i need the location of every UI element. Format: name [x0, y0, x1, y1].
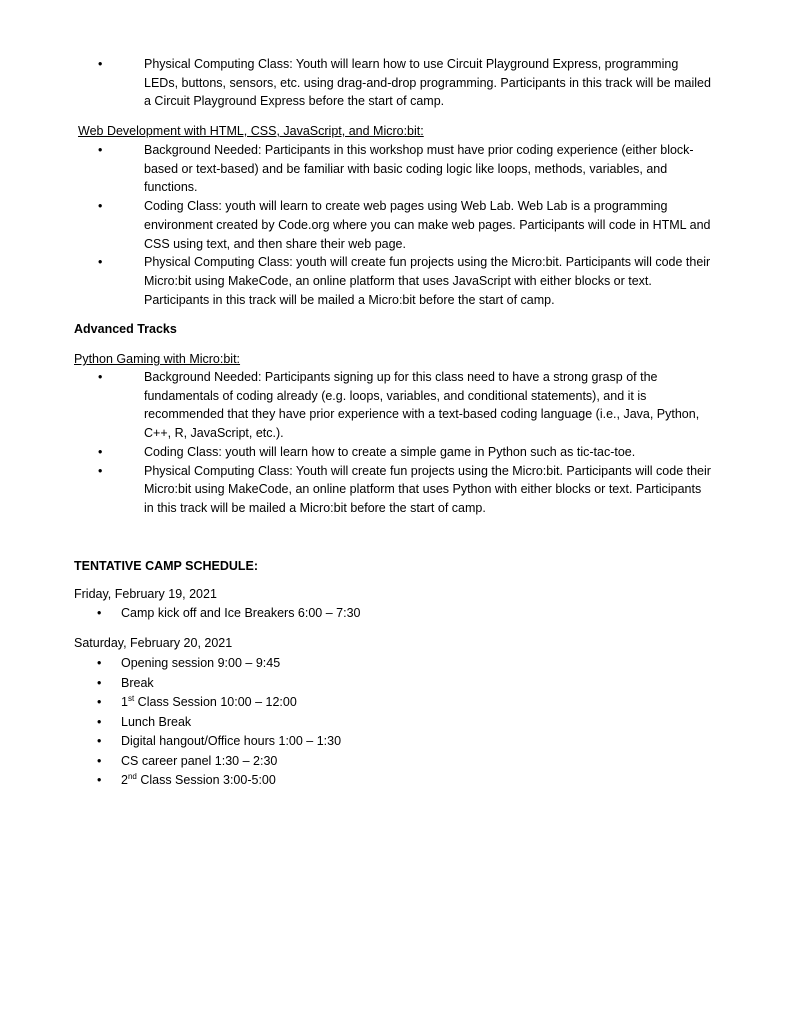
session-text: Class Session 10:00 – 12:00 — [134, 695, 297, 709]
list-item — [0, 604, 791, 624]
list-item-text: Lunch Break — [121, 714, 192, 729]
list-item-text: Background Needed: Participants in this workshop must have prior coding experience (either block-based or text-based) and be familiar with basic coding logic like loops, methods, variables, and functions. — [144, 143, 694, 195]
bullet-icon: • — [97, 753, 102, 768]
bullet-list — [0, 604, 791, 624]
list-item-text: Coding Class: youth will learn to create web pages using Web Lab. Web Lab is a programming environment created by Code.org where you can make web pages. Participants will code in HTML and CSS using text, and then share their web page. — [144, 199, 711, 251]
list-item-text: Opening session 9:00 – 9:45 — [121, 656, 281, 670]
list-item — [0, 141, 791, 197]
bullet-icon: • — [98, 370, 103, 384]
list-item — [0, 771, 791, 791]
ordinal-suffix: st — [127, 694, 135, 703]
schedule-heading: TENTATIVE CAMP SCHEDULE: — [74, 559, 259, 573]
bullet-icon: • — [97, 714, 102, 729]
saturday-date: Saturday, February 20, 2021 — [74, 636, 233, 650]
list-item-text: Break — [121, 675, 154, 690]
friday-section — [0, 604, 791, 624]
bullet-icon: • — [97, 675, 102, 690]
bullet-icon: • — [98, 463, 103, 478]
bullet-icon: • — [98, 444, 103, 459]
list-item-text: Digital hangout/Office hours 1:00 – 1:30 — [121, 734, 342, 748]
bullet-list — [0, 141, 791, 309]
list-item-text: Physical Computing Class: Youth will create fun projects using the Micro:bit. Participants will code their Micro:bit using MakeCode, an online platform that uses Python with either blocks or text. Participants in this track will be mailed a Micro:bit before the start of camp. — [144, 463, 711, 515]
list-item — [0, 197, 791, 253]
list-item — [0, 253, 791, 309]
list-item — [0, 462, 791, 518]
list-item — [0, 674, 791, 694]
bullet-list — [0, 368, 791, 518]
list-item — [0, 368, 791, 443]
list-item — [0, 693, 791, 713]
list-item-text — [121, 773, 276, 787]
bullet-icon: • — [97, 606, 102, 620]
list-item — [0, 443, 791, 462]
bullet-icon: • — [97, 734, 102, 748]
list-item — [0, 55, 791, 111]
session-text: Class Session 3:00-5:00 — [136, 773, 276, 787]
list-item — [0, 752, 791, 772]
bullet-icon: • — [98, 199, 103, 214]
session-number: 2 — [121, 773, 128, 787]
friday-date: Friday, February 19, 2021 — [74, 587, 217, 601]
bullet-icon: • — [98, 143, 103, 157]
session-number: 1 — [121, 695, 128, 709]
physical-intro-section — [0, 55, 791, 111]
web-dev-heading: Web Development with HTML, CSS, JavaScript, and Micro:bit: — [78, 124, 424, 138]
advanced-tracks-heading: Advanced Tracks — [74, 322, 177, 336]
list-item-text — [121, 695, 297, 709]
list-item-text: Coding Class: youth will learn how to create a simple game in Python such as tic-tac-toe. — [144, 444, 636, 459]
list-item-text: Physical Computing Class: youth will create fun projects using the Micro:bit. Participants will code their Micro:bit using MakeCode, an online platform that uses JavaScript with either blocks or text. Participants in this track will be mailed a Micro:bit before the start of camp. — [144, 255, 711, 307]
list-item-text: Background Needed: Participants signing up for this class need to have a strong grasp of the fundamentals of coding already (e.g. loops, variables, and conditional statements), and it is recommended that they have prior experience with a text-based coding language (i.e., Java, Python, C++, R, JavaScript, etc.). — [144, 370, 700, 441]
bullet-icon: • — [97, 695, 102, 709]
python-heading: Python Gaming with Micro:bit: — [74, 352, 241, 366]
bullet-list — [0, 55, 791, 111]
saturday-section — [0, 654, 791, 791]
web-dev-section — [0, 141, 791, 309]
bullet-icon: • — [97, 656, 102, 670]
bullet-list — [0, 654, 791, 791]
python-section — [0, 368, 791, 518]
list-item-text: Physical Computing Class: Youth will learn how to use Circuit Playground Express, programming LEDs, buttons, sensors, etc. using drag-and-drop programming. Participants in this track will be mailed a Circuit Playground Express before the start of camp. — [144, 57, 711, 109]
list-item-text: CS career panel 1:30 – 2:30 — [121, 753, 278, 768]
list-item-text: Camp kick off and Ice Breakers 6:00 – 7:30 — [121, 606, 361, 620]
ordinal-suffix: nd — [127, 772, 137, 781]
list-item — [0, 713, 791, 733]
bullet-icon: • — [98, 255, 103, 270]
bullet-icon: • — [97, 773, 102, 787]
bullet-icon: • — [98, 57, 103, 71]
list-item — [0, 654, 791, 674]
list-item — [0, 732, 791, 752]
